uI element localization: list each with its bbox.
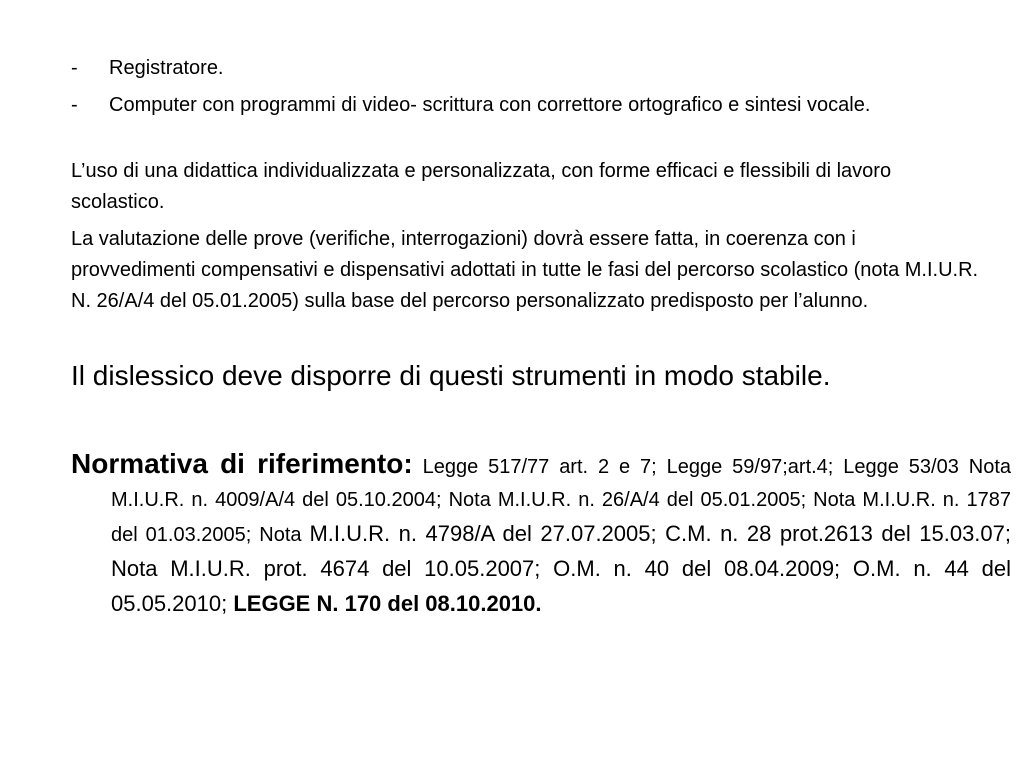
normativa-title: Normativa di riferimento: — [71, 448, 413, 479]
normativa-text-large: M.I.U.R. n. 4798/A del 27.07.2005; C.M. n. 28 prot.2613 del 15.03.07; Nota M.I.U.R. prot. 4674 del 10.05.2007; O.M. n. 40 del 08.04.2009; O.M. n. 44 del 05.05.2010; — [111, 521, 1011, 616]
list-marker: - — [71, 57, 78, 79]
statement-dislessico: Il dislessico deve disporre di questi strumenti in modo stabile. — [71, 360, 831, 391]
list-item — [71, 53, 951, 83]
list-item — [71, 90, 951, 120]
legge-170-reference: LEGGE N. 170 del 08.10.2010. — [233, 591, 542, 616]
list-marker: - — [71, 94, 78, 116]
normativa-section — [71, 447, 1011, 622]
list-item-text: Registratore. — [109, 57, 224, 79]
paragraph-valutazione: La valutazione delle prove (verifiche, interrogazioni) dovrà essere fatta, in coerenza con i provvedimenti compensativi e dispensativi adottati in tutte le fasi del percorso scolastico (nota M.I.U.R. N. 26/A/4 del 05.01.2005) sulla base del percorso personalizzato predisposto per l’alunno. — [71, 228, 979, 312]
normativa-text-small: Legge 517/77 art. 2 e 7; Legge 59/97;art.4; Legge 53/03 Nota M.I.U.R. n. 4009/A/4 del 05.10.2004; Nota M.I.U.R. n. 26/A/4 del 05.01.2005; Nota M.I.U.R. n. 1787 del 01.03.2005; Nota — [111, 456, 1011, 546]
paragraph-didattica: L’uso di una didattica individualizzata e personalizzata, con forme efficaci e flessibili di lavoro scolastico. — [71, 160, 892, 213]
list-item-text: Computer con programmi di video- scrittura con correttore ortografico e sintesi vocale. — [109, 94, 871, 116]
